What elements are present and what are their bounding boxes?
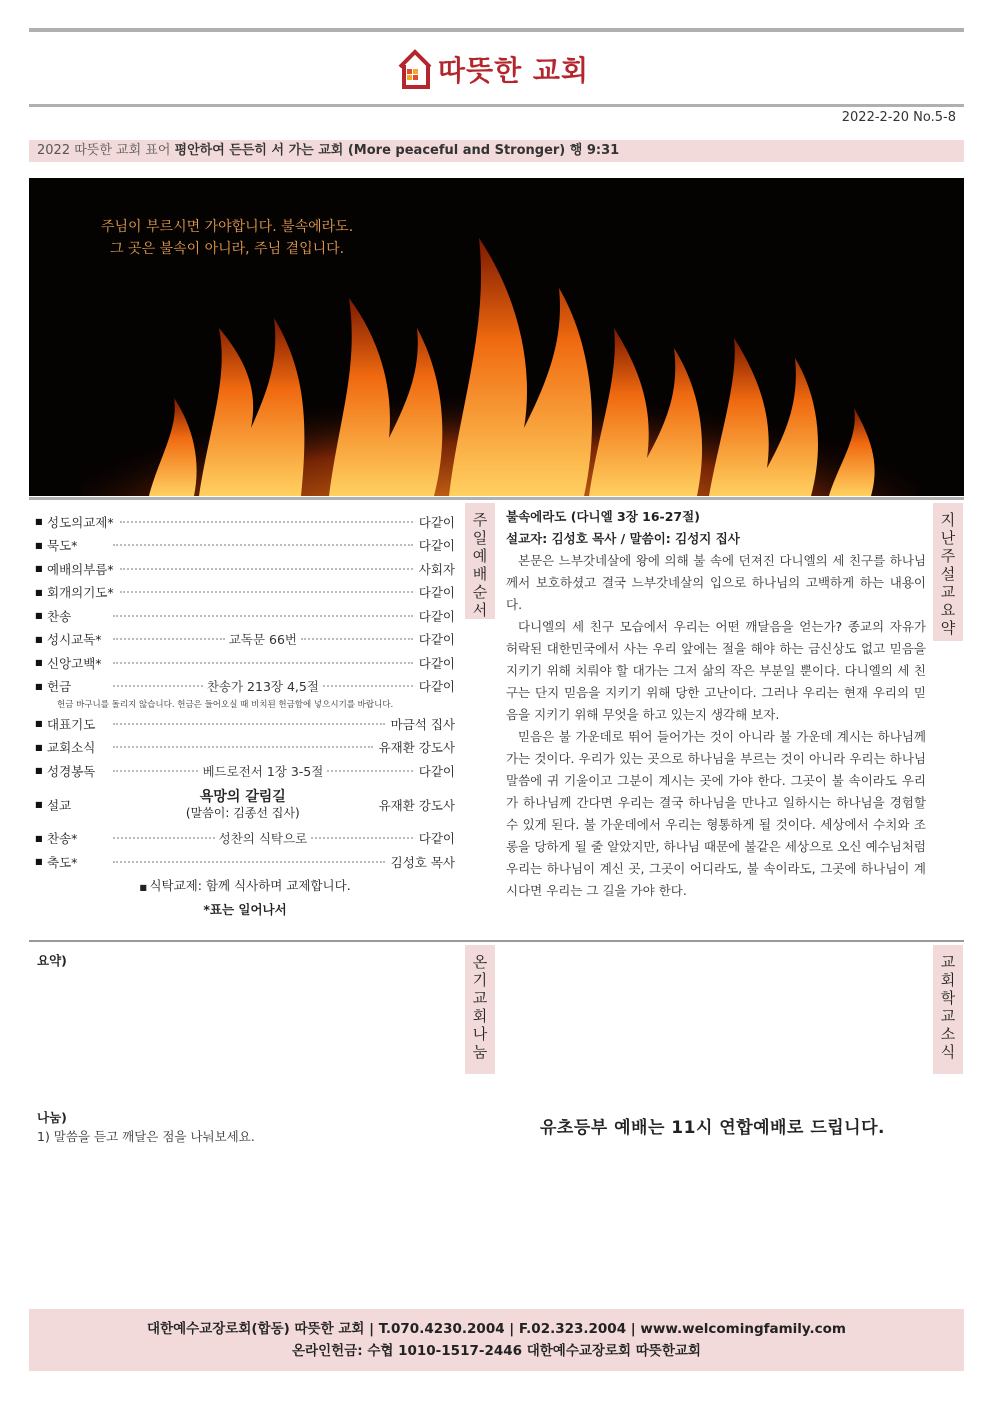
- dot-leader: [301, 638, 413, 640]
- order-dots: [113, 677, 413, 695]
- order-name: 회개의기도*: [47, 585, 114, 601]
- order-name: 성시교독*: [47, 632, 102, 648]
- dot-leader: [120, 568, 413, 570]
- order-row: [35, 675, 455, 699]
- order-leader: 사회자: [418, 561, 455, 577]
- order-detail: 교독문 66번: [225, 630, 301, 648]
- order-row: [35, 604, 455, 628]
- dot-leader: [113, 685, 203, 687]
- order-row: [35, 850, 455, 874]
- dot-leader: [327, 770, 412, 772]
- bullet-icon: ■: [35, 517, 43, 527]
- bullet-icon: ■: [35, 833, 43, 843]
- footer: [29, 1309, 964, 1371]
- bullet-icon: ■: [35, 742, 43, 752]
- tab-family-sharing: [465, 945, 495, 1074]
- bullet-icon: ■: [35, 564, 43, 574]
- dot-leader: [311, 837, 413, 839]
- tab-church-school: [933, 945, 963, 1074]
- order-name: 신앙고백*: [47, 655, 102, 671]
- order-name: 헌금: [47, 679, 72, 695]
- order-name: 찬송*: [47, 831, 78, 847]
- sermon-title: 욕망의 갈림길: [199, 788, 286, 805]
- offering-note: 헌금 바구니를 돌리지 않습니다. 헌금은 들어오실 때 비치된 헌금함에 넣으시기를 바랍니다.: [57, 700, 394, 710]
- order-leader: 마금석 집사: [390, 716, 455, 732]
- dot-leader: [113, 615, 413, 617]
- order-dots: [120, 521, 413, 523]
- order-row-sermon: [35, 783, 455, 827]
- order-dots: [120, 591, 413, 593]
- order-name: 대표기도: [47, 716, 96, 732]
- summary-label: 요약): [37, 953, 67, 968]
- order-name: 교회소식: [47, 740, 96, 756]
- order-dots: [120, 568, 413, 570]
- order-dots: [113, 615, 413, 617]
- sermon-reader: (말씀이: 김종선 집사): [185, 805, 300, 820]
- order-name: 축도*: [47, 854, 78, 870]
- footer-donation: 온라인헌금: 수협 1010-1517-2446 대한예수교장로회 따뜻한교회: [292, 1343, 701, 1359]
- sermon-summary: [506, 506, 926, 902]
- order-row: [35, 628, 455, 652]
- lower-rule: [29, 940, 964, 942]
- tab-church-school-label: 교회학교소식: [940, 953, 956, 1061]
- bullet-icon: ■: [35, 540, 43, 550]
- bullet-icon: ■: [35, 587, 43, 597]
- order-leader: 다같이: [418, 679, 455, 695]
- order-detail: 성찬의 식탁으로: [215, 829, 312, 847]
- tab-sermon-summary: [933, 503, 963, 641]
- order-leader: 다같이: [418, 632, 455, 648]
- summary-paragraph-2: 다니엘의 세 친구 모습에서 우리는 어떤 깨달음을 얻는가? 종교의 자유가 허락된 대한민국에서 사는 우리 앞에는 절을 해야 하는 금신상도 없고 믿음을 지키기 위해 치뤄야 할 대가는 그저 삶의 작은 부분일 뿐이다. 다니엘의 세 친구는 단지 믿음을 지키기 위해 당한 고난이다. 그러나 우리는 현재 우리의 믿음을 지키기 위해 무엇을 하고 있는지 생각해 보자.: [506, 619, 926, 722]
- dot-leader: [113, 837, 215, 839]
- order-dots: [113, 630, 413, 648]
- dot-leader: [113, 662, 413, 664]
- tab-worship-order-label: 주일예배순서: [472, 511, 488, 619]
- order-detail: 베드로전서 1장 3-5절: [198, 762, 327, 780]
- church-name: 따뜻한 교회: [438, 54, 589, 87]
- summary-paragraph-3: 믿음은 불 가운데로 뛰어 들어가는 것이 아니라 불 가운데 계시는 하나님께 가는 것이다. 우리가 있는 곳으로 하나님을 부르는 것이 아니라 우리는 하나님 말씀에 귀 기울이고 그분이 계시는 곳에 가야 한다. 그곳이 불 속이라도 우리가 하나님께 간다면 우리는 결국 하나님을 만나고 일하시는 하나님을 경험할 수 있게 된다. 불 가운데에서 우리는 형통하게 될 것이다. 세상에서 수치와 조롱을 당하게 될 줄 알았지만, 하나님 때문에 불같은 세상으로 오신 예수님처럼 우리는 하나님이 계신 곳, 그곳이 어디라도, 불 속이라도, 그곳에 하나님이 계시다면 우리는 그 길을 가야 한다.: [506, 729, 926, 898]
- standing-note: *표는 일어나서: [203, 901, 287, 917]
- order-leader: 다같이: [418, 585, 455, 601]
- order-leader: 다같이: [418, 608, 455, 624]
- order-row: [35, 581, 455, 605]
- bullet-icon: ■: [35, 611, 43, 621]
- order-dots: [113, 662, 413, 664]
- order-name: 설교: [47, 797, 72, 813]
- order-dots: [113, 544, 413, 546]
- order-name: 묵도*: [47, 538, 78, 554]
- bullet-icon: ■: [35, 681, 43, 691]
- dot-leader: [323, 685, 413, 687]
- order-row: [35, 712, 455, 736]
- summary-title: 불속에라도 (다니엘 3장 16-27절): [506, 509, 700, 524]
- bullet-icon: ■: [35, 766, 43, 776]
- hero-quote-line1: 주님이 부르시면 가야합니다. 불속에라도.: [101, 219, 354, 235]
- order-row: [35, 534, 455, 558]
- top-rule: [29, 28, 964, 32]
- order-name: 성도의교제*: [47, 514, 114, 530]
- bullet-icon: ■: [35, 634, 43, 644]
- order-leader: 김성호 목사: [390, 854, 455, 870]
- issue-date: 2022-2-20 No.5-8: [841, 110, 956, 125]
- order-dots: [113, 746, 373, 748]
- motto-text: 평안하여 든든히 서 가는 교회 (More peaceful and Stronger) 행 9:31: [174, 143, 620, 158]
- order-leader: 다같이: [418, 538, 455, 554]
- dot-leader: [113, 770, 198, 772]
- order-row: [35, 651, 455, 675]
- order-leader: 유재환 강도사: [378, 740, 455, 756]
- bullet-icon: ■: [139, 882, 150, 892]
- order-leader: 다같이: [418, 831, 455, 847]
- order-row: [35, 827, 455, 851]
- order-dots: [113, 723, 385, 725]
- order-row: [35, 759, 455, 783]
- order-dots: [113, 861, 385, 863]
- order-leader: 다같이: [418, 514, 455, 530]
- order-dots: [113, 762, 413, 780]
- dot-leader: [120, 591, 413, 593]
- order-leader: 다같이: [418, 655, 455, 671]
- house-logo-icon: [398, 47, 432, 91]
- order-name: 성경봉독: [47, 763, 96, 779]
- church-school-notice: 유초등부 예배는 11시 연합예배로 드립니다.: [540, 1118, 885, 1138]
- dot-leader: [120, 521, 413, 523]
- worship-order: [35, 510, 455, 922]
- tab-sermon-summary-label: 지난주설교요약: [940, 511, 956, 637]
- order-leader: 다같이: [418, 763, 455, 779]
- dot-leader: [113, 544, 413, 546]
- tab-worship-order: [465, 503, 495, 619]
- dot-leader: [113, 861, 385, 863]
- motto-bar: [29, 140, 964, 162]
- share-question: 1) 말씀을 듣고 깨달은 점을 나눠보세요.: [37, 1129, 255, 1144]
- fellowship-note: [35, 874, 455, 898]
- bullet-icon: ■: [35, 658, 43, 668]
- tab-family-sharing-label: 온기교회나눔: [472, 953, 488, 1061]
- order-row: [35, 510, 455, 534]
- dot-leader: [113, 746, 373, 748]
- fellowship-text: 식탁교제: 함께 식사하며 교제합니다.: [149, 877, 351, 893]
- order-name: 예배의부름*: [47, 561, 114, 577]
- share-label: 나눔): [37, 1110, 67, 1125]
- order-name: 찬송: [47, 608, 72, 624]
- order-detail: 찬송가 213장 4,5절: [203, 677, 323, 695]
- order-dots: [113, 829, 413, 847]
- hero-image: [29, 178, 964, 496]
- dot-leader: [113, 723, 385, 725]
- header-rule: [29, 104, 964, 107]
- motto-prefix: 2022 따뜻한 교회 표어: [37, 143, 175, 158]
- hero-quote: [101, 216, 353, 260]
- bullet-icon: ■: [35, 719, 43, 729]
- bullet-icon: ■: [35, 857, 43, 867]
- section-rule: [29, 497, 964, 500]
- bullet-icon: ■: [35, 800, 43, 809]
- church-logo: [398, 44, 589, 94]
- footer-contact: 대한예수교장로회(합동) 따뜻한 교회 | T.070.4230.2004 | F.02.323.2004 | www.welcomingfamily.com: [147, 1321, 846, 1337]
- order-row: [35, 557, 455, 581]
- summary-paragraph-1: 본문은 느부갓네살에 왕에 의해 불 속에 던져진 다니엘의 세 친구를 하나님께서 보호하셨고 결국 느부갓네살의 입으로 하나님의 고백하게 하는 내용이다.: [506, 553, 926, 612]
- order-row: [35, 736, 455, 760]
- hero-quote-line2: 그 곳은 불속이 아니라, 주님 곁입니다.: [110, 241, 345, 257]
- sermon-info: [107, 789, 379, 821]
- order-leader: 유재환 강도사: [378, 797, 455, 813]
- dot-leader: [113, 638, 225, 640]
- summary-preacher: 설교자: 김성호 목사 / 말씀이: 김성지 집사: [506, 531, 740, 546]
